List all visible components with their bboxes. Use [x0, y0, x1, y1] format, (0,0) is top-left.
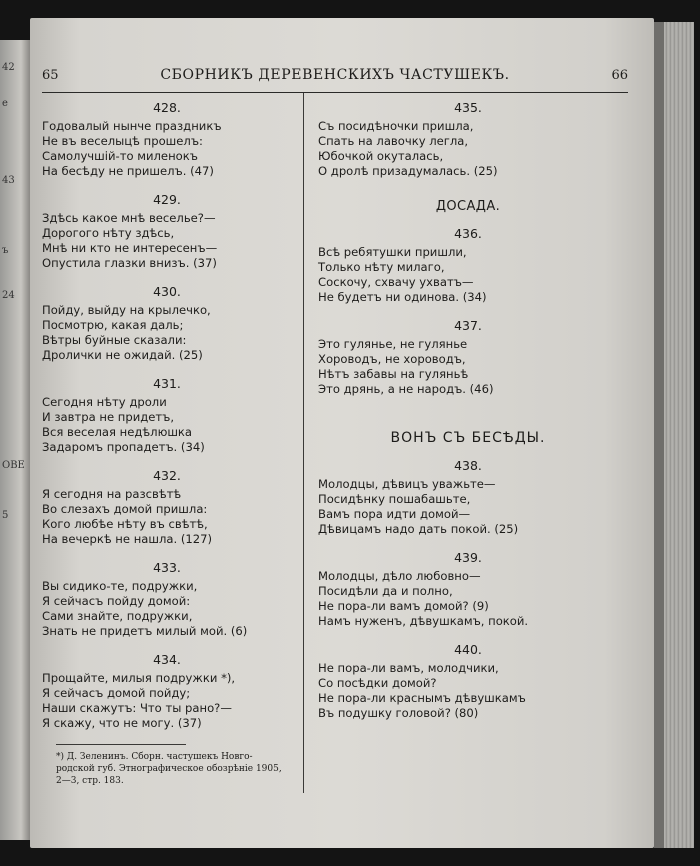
poem-436 — [318, 226, 618, 305]
poem-line: Я сейчасъ домой пойду; — [42, 686, 191, 700]
poem-line: Сегодня нѣту дроли — [42, 395, 167, 409]
poem-line: Я сегодня на разсвѣтѣ — [42, 487, 182, 501]
poem-line: Не пора-ли краснымъ дѣвушкамъ — [318, 691, 526, 705]
poem-line: Соскочу, схвачу ухватъ— — [318, 275, 474, 289]
running-title: СБОРНИКЪ ДЕРЕВЕНСКИХЪ ЧАСТУШЕКЪ. — [160, 67, 510, 83]
poem-line: Это гулянье, не гулянье — [318, 337, 468, 351]
poem-number: 440. — [454, 642, 482, 657]
poem-line: Это дрянь, а не народъ. (46) — [318, 382, 494, 396]
adjacent-page-fragment: 43 — [2, 175, 15, 186]
adjacent-page-fragment: e — [2, 98, 8, 109]
poem-line: Не въ веселыцѣ прошелъ: — [42, 134, 203, 148]
poem-line: Во слезахъ домой пришла: — [42, 502, 208, 516]
section-title-dosada: ДОСАДА. — [435, 199, 501, 214]
footnote-line: родской губ. Этнографическое обозрѣніе 1905, — [56, 764, 282, 774]
poem-434 — [42, 652, 292, 731]
poem-430 — [42, 284, 292, 363]
poem-line: Дролички не ожидай. (25) — [42, 348, 203, 362]
poem-439 — [318, 550, 618, 629]
poem-437 — [318, 318, 618, 397]
poem-line: Спать на лавочку легла, — [318, 134, 469, 148]
poem-428 — [42, 100, 292, 179]
poem-431 — [42, 376, 292, 455]
adjacent-page-fragment: ОВЕ — [2, 460, 25, 471]
poem-number: 432. — [153, 468, 181, 483]
left-page-number: 65 — [42, 68, 59, 83]
poem-line: Всѣ ребятушки пришли, — [318, 245, 467, 259]
poem-number: 436. — [454, 226, 482, 241]
poem-line: Здѣсь какое мнѣ веселье?— — [42, 211, 216, 225]
poem-number: 430. — [153, 284, 181, 299]
poem-line: На бесѣду не пришелъ. (47) — [42, 164, 214, 178]
poem-line: Я скажу, что не могу. (37) — [42, 716, 202, 730]
poem-line: Задаромъ пропадетъ. (34) — [42, 440, 205, 454]
poem-line: О дролѣ призадумалась. (25) — [318, 164, 498, 178]
footnote-line: *) Д. Зеленинъ. Сборн. частушекъ Новго- — [56, 752, 253, 762]
poem-line: Мнѣ ни кто не интересенъ— — [42, 241, 218, 255]
poem-line: Сами знайте, подружки, — [42, 609, 193, 623]
poem-432 — [42, 468, 292, 547]
book-page-edges — [654, 22, 694, 848]
poem-line: Съ посидѣночки пришла, — [318, 119, 474, 133]
footnote — [42, 751, 292, 787]
poem-line: Юбочкой окуталась, — [318, 149, 444, 163]
right-column — [318, 100, 618, 734]
adjacent-page-edge — [0, 40, 30, 840]
poem-429 — [42, 192, 292, 271]
poem-number: 428. — [153, 100, 181, 115]
poem-number: 431. — [153, 376, 181, 391]
poem-line: Не пора-ли вамъ домой? (9) — [318, 599, 489, 613]
poem-line: Посидѣнку пошабашьте, — [318, 492, 471, 506]
poem-435 — [318, 100, 618, 179]
page-header — [42, 66, 628, 88]
poem-number: 433. — [153, 560, 181, 575]
poem-line: Вѣтры буйные сказали: — [42, 333, 187, 347]
poem-433 — [42, 560, 292, 639]
poem-line: Пойду, выйду на крылечко, — [42, 303, 211, 317]
poem-number: 438. — [454, 458, 482, 473]
poem-line: Знать не придетъ милый мой. (6) — [42, 624, 248, 638]
poem-line: Со посѣдки домой? — [318, 676, 437, 690]
footnote-line: 2—3, стр. 183. — [56, 776, 124, 786]
poem-line: Не будетъ ни одинова. (34) — [318, 290, 487, 304]
poem-line: Прощайте, милыя подружки *), — [42, 671, 236, 685]
poem-line: Дѣвицамъ надо дать покой. (25) — [318, 522, 519, 536]
poem-number: 437. — [454, 318, 482, 333]
poem-line: Посмотрю, какая даль; — [42, 318, 184, 332]
poem-line: Хороводъ, не хороводъ, — [318, 352, 466, 366]
poem-line: Вся веселая недѣлюшка — [42, 425, 193, 439]
header-rule — [42, 92, 628, 93]
poem-line: Посидѣли да и полно, — [318, 584, 453, 598]
poem-line: На вечеркѣ не нашла. (127) — [42, 532, 213, 546]
poem-line: Только нѣту милаго, — [318, 260, 445, 274]
adjacent-page-fragment: 42 — [2, 62, 15, 73]
poem-number: 429. — [153, 192, 181, 207]
poem-line: Молодцы, дѣло любовно— — [318, 569, 481, 583]
poem-line: Не пора-ли вамъ, молодчики, — [318, 661, 499, 675]
section-title-von-s-besedy: ВОНЪ СЪ БЕСѢДЫ. — [390, 430, 546, 446]
footnote-rule — [56, 744, 186, 745]
poem-line: Намъ нуженъ, дѣвушкамъ, покой. — [318, 614, 529, 628]
poem-440 — [318, 642, 618, 721]
left-column — [42, 100, 292, 787]
adjacent-page-fragment: ъ — [2, 245, 9, 256]
poem-line: Опустила глазки внизъ. (37) — [42, 256, 217, 270]
poem-number: 434. — [153, 652, 181, 667]
poem-line: Въ подушку головой? (80) — [318, 706, 479, 720]
poem-number: 435. — [454, 100, 482, 115]
adjacent-page-fragment: 24 — [2, 290, 15, 301]
poem-number: 439. — [454, 550, 482, 565]
poem-line: Кого любѣе нѣту въ свѣтѣ, — [42, 517, 208, 531]
poem-line: Вамъ пора идти домой— — [318, 507, 471, 521]
poem-line: Нѣтъ забавы на гуляньѣ — [318, 367, 469, 381]
poem-line: Молодцы, дѣвицъ уважьте— — [318, 477, 496, 491]
poem-line: Самолучшій-то миленокъ — [42, 149, 198, 163]
poem-438 — [318, 458, 618, 537]
poem-line: Наши скажутъ: Что ты рано?— — [42, 701, 232, 715]
right-page-number: 66 — [611, 68, 628, 83]
poem-line: Вы сидико-те, подружки, — [42, 579, 198, 593]
poem-line: И завтра не придетъ, — [42, 410, 175, 424]
poem-line: Я сейчасъ пойду домой: — [42, 594, 191, 608]
poem-line: Годовалый нынче праздникъ — [42, 119, 222, 133]
column-divider — [303, 93, 304, 793]
adjacent-page-fragment: 5 — [2, 510, 9, 521]
poem-line: Дорогого нѣту здѣсь, — [42, 226, 175, 240]
